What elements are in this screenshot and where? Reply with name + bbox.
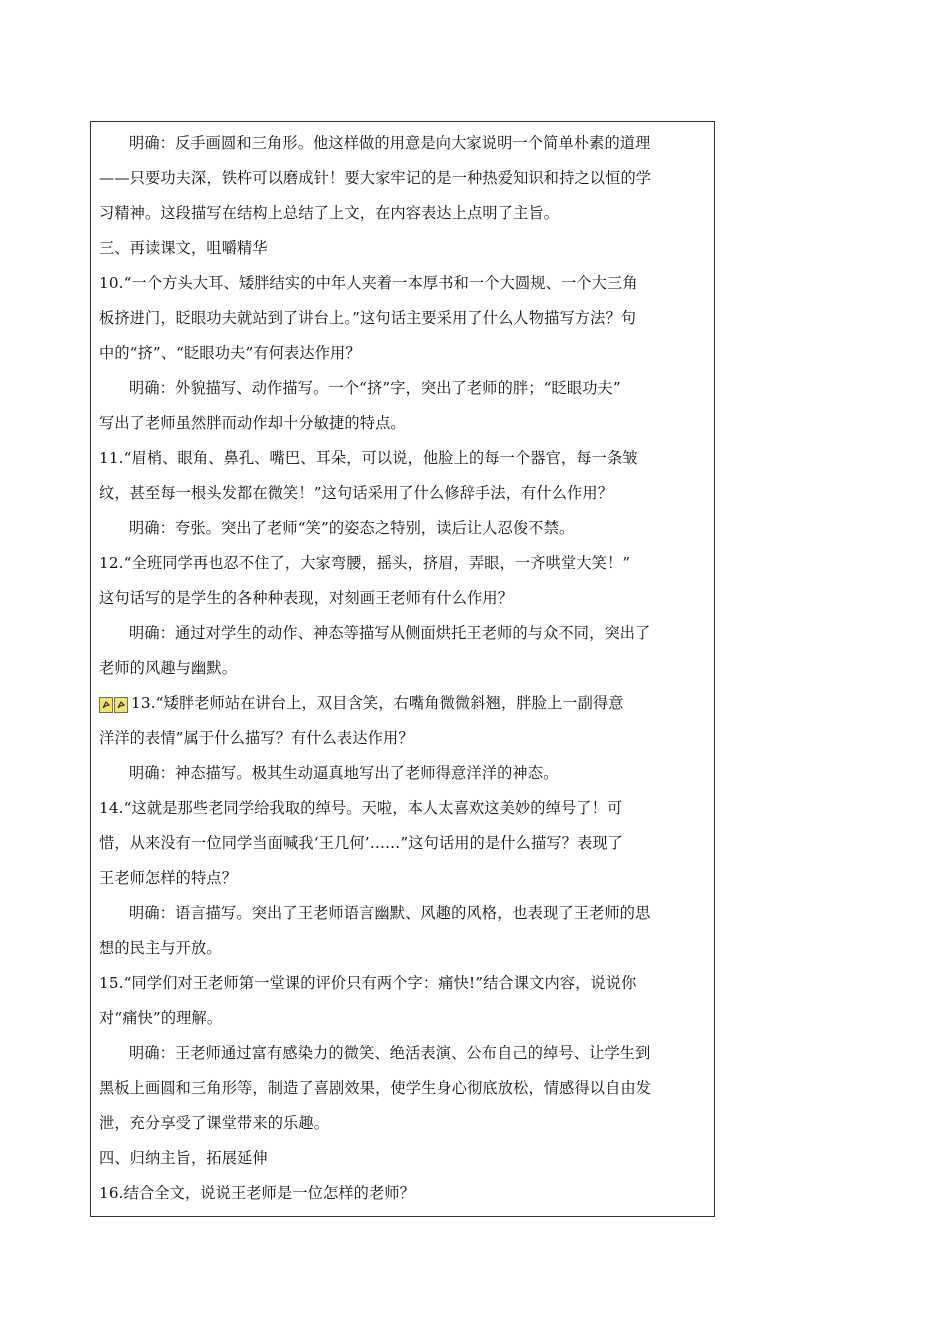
text-line bbox=[99, 126, 706, 161]
text-line bbox=[99, 336, 706, 371]
text-line-content: 写出了老师虽然胖而动作却十分敏捷的特点。 bbox=[99, 414, 406, 432]
text-line-content: 板挤进门，眨眼功夫就站到了讲台上。”这句话主要采用了什么人物描写方法？句 bbox=[99, 309, 637, 327]
text-line bbox=[99, 161, 706, 196]
text-line bbox=[99, 651, 706, 686]
text-line-content: 明确：王老师通过富有感染力的微笑、绝活表演、公布自己的绰号、让学生到 bbox=[129, 1044, 651, 1062]
text-line bbox=[99, 511, 706, 546]
text-line-content: 11.“眉梢、眼角、鼻孔、嘴巴、耳朵，可以说，他脸上的每一个器官，每一条皱 bbox=[99, 449, 638, 467]
text-line bbox=[99, 231, 706, 266]
text-line bbox=[99, 966, 706, 1001]
text-line bbox=[99, 1071, 706, 1106]
text-line bbox=[99, 861, 706, 896]
text-line-content: 明确：夸张。突出了老师“笑”的姿态之特别，读后让人忍俊不禁。 bbox=[129, 519, 575, 537]
text-line bbox=[99, 1141, 706, 1176]
text-line-content: 老师的风趣与幽默。 bbox=[99, 659, 238, 677]
text-line-content: 13.“矮胖老师站在讲台上，双目含笑，右嘴角微微斜翘，胖脸上一副得意 bbox=[131, 694, 624, 712]
edit-marker-icon bbox=[99, 687, 129, 722]
text-line bbox=[99, 441, 706, 476]
text-line-content: 14.“这就是那些老同学给我取的绰号。天啦，本人太喜欢这美妙的绰号了！可 bbox=[99, 799, 623, 817]
text-line bbox=[99, 546, 706, 581]
text-line-content: 黑板上画圆和三角形等，制造了喜剧效果，使学生身心彻底放松，情感得以自由发 bbox=[99, 1079, 652, 1097]
text-line-content: 明确：外貌描写、动作描写。一个“挤”字，突出了老师的胖；“眨眼功夫” bbox=[129, 379, 621, 397]
text-line-content: 这句话写的是学生的各种种表现，对刻画王老师有什么作用？ bbox=[99, 589, 514, 607]
text-line bbox=[99, 196, 706, 231]
text-line-content: 中的“挤”、“眨眼功夫”有何表达作用？ bbox=[99, 344, 361, 362]
text-line bbox=[99, 896, 706, 931]
text-line bbox=[99, 476, 706, 511]
text-line bbox=[99, 406, 706, 441]
text-line bbox=[99, 1106, 706, 1141]
text-line-content: 12.“全班同学再也忍不住了，大家弯腰，摇头，挤眉，弄眼，一齐哄堂大笑！” bbox=[99, 554, 631, 572]
text-line bbox=[99, 616, 706, 651]
text-line-content: 惜，从来没有一位同学当面喊我‘王几何’……”这句话用的是什么描写？表现了 bbox=[99, 834, 624, 852]
text-line-content: 四、归纳主旨，拓展延伸 bbox=[99, 1149, 268, 1167]
text-line-content: 洋洋的表情”属于什么描写？有什么表达作用？ bbox=[99, 729, 414, 747]
text-line bbox=[99, 721, 706, 756]
text-line-content: 10.“一个方头大耳、矮胖结实的中年人夹着一本厚书和一个大圆规、一个大三角 bbox=[99, 274, 638, 292]
text-line bbox=[99, 371, 706, 406]
text-line bbox=[99, 1036, 706, 1071]
text-line-content: ——只要功夫深，铁杵可以磨成针！要大家牢记的是一种热爱知识和持之以恒的学 bbox=[99, 169, 652, 187]
document-table-cell bbox=[90, 121, 715, 1217]
text-line-content: 纹，甚至每一根头发都在微笑！”这句话采用了什么修辞手法，有什么作用？ bbox=[99, 484, 614, 502]
text-line-content: 三、再读课文，咀嚼精华 bbox=[99, 239, 268, 257]
text-line-content: 想的民主与开放。 bbox=[99, 939, 222, 957]
text-line bbox=[99, 581, 706, 616]
text-line-content: 明确：语言描写。突出了王老师语言幽默、风趣的风格，也表现了王老师的思 bbox=[129, 904, 651, 922]
text-line-content: 明确：反手画圆和三角形。他这样做的用意是向大家说明一个简单朴素的道理 bbox=[129, 134, 651, 152]
text-line-content: 明确：神态描写。极其生动逼真地写出了老师得意洋洋的神态。 bbox=[129, 764, 559, 782]
text-line-content: 明确：通过对学生的动作、神态等描写从侧面烘托王老师的与众不同，突出了 bbox=[129, 624, 651, 642]
text-line bbox=[99, 686, 706, 721]
text-line bbox=[99, 301, 706, 336]
text-line-content: 习精神。这段描写在结构上总结了上文，在内容表达上点明了主旨。 bbox=[99, 204, 560, 222]
text-line bbox=[99, 791, 706, 826]
text-line-content: 对“痛快”的理解。 bbox=[99, 1009, 223, 1027]
text-line-content: 王老师怎样的特点？ bbox=[99, 869, 238, 887]
text-line bbox=[99, 1001, 706, 1036]
text-line-content: 泄，充分享受了课堂带来的乐趣。 bbox=[99, 1114, 330, 1132]
text-line bbox=[99, 266, 706, 301]
text-line-content: 15.“同学们对王老师第一堂课的评价只有两个字：痛快!”结合课文内容，说说你 bbox=[99, 974, 637, 992]
text-line bbox=[99, 826, 706, 861]
text-line bbox=[99, 1176, 706, 1211]
text-line bbox=[99, 931, 706, 966]
text-line bbox=[99, 756, 706, 791]
text-line-content: 16.结合全文，说说王老师是一位怎样的老师？ bbox=[99, 1184, 416, 1202]
